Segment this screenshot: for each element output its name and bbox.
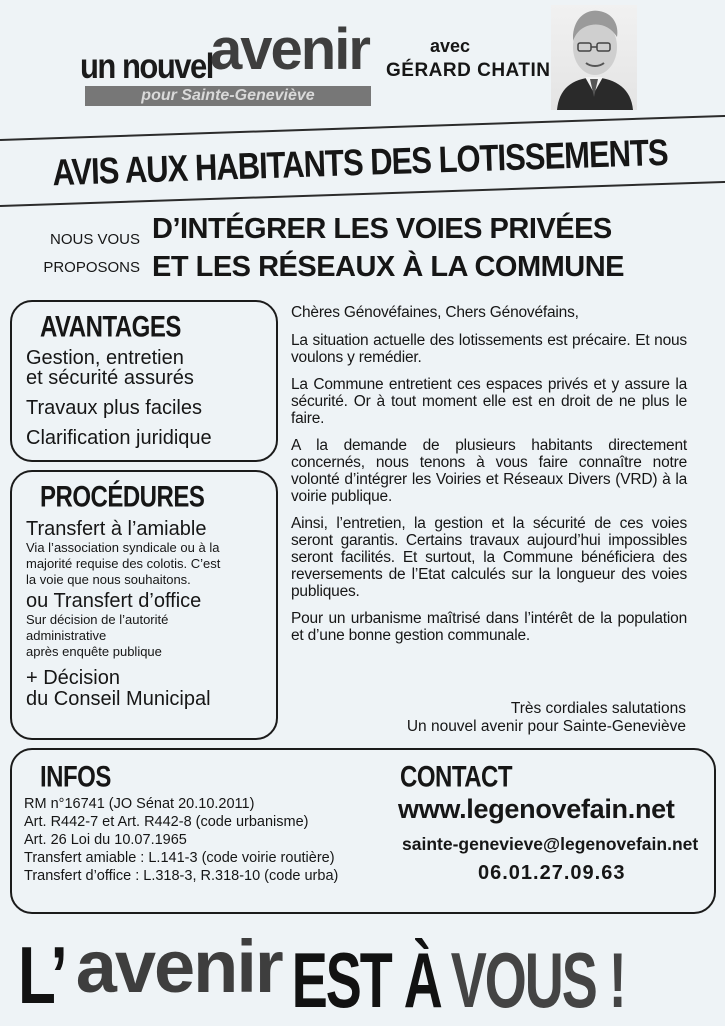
slogan bbox=[18, 925, 718, 1025]
decision-line-2: du Conseil Municipal bbox=[26, 688, 211, 710]
candidate-name: GÉRARD CHATIN bbox=[386, 60, 551, 81]
office-line: après enquête publique bbox=[26, 644, 162, 659]
advantage-item: et sécurité assurés bbox=[26, 367, 194, 389]
amiable-line: majorité requise des colotis. C’est bbox=[26, 556, 221, 571]
proposal-lead-line-2: PROPOSONS bbox=[43, 259, 140, 276]
letter-salutation: Chères Génovéfaines, Chers Génovéfains, bbox=[291, 304, 579, 321]
decision-line-1: + Décision bbox=[26, 667, 120, 689]
proposal-main-line-1: D’INTÉGRER LES VOIES PRIVÉES bbox=[152, 213, 612, 245]
amiable-line: Via l’association syndicale ou à la bbox=[26, 540, 220, 555]
letter-paragraph: A la demande de plusieurs habitants directement concernés, nous tenons à vous faire connaître notre volonté d’intégrer les Voiries et Réseaux Divers (VRD) à la voirie publique. bbox=[291, 437, 687, 505]
closing-line-1: Très cordiales salutations bbox=[510, 700, 686, 717]
proposal-main bbox=[152, 210, 624, 286]
advantage-item: Gestion, entretien bbox=[26, 347, 184, 369]
advantage-item: Travaux plus faciles bbox=[26, 397, 202, 419]
infos-line: Art. R442-7 et Art. R442-8 (code urbanisme) bbox=[24, 814, 309, 830]
portrait-icon bbox=[551, 5, 637, 110]
avec-label: avec bbox=[430, 36, 471, 56]
letter-paragraph: La situation actuelle des lotissements est précaire. Et nous voulons y remédier. bbox=[291, 332, 687, 366]
advantage-item: Clarification juridique bbox=[26, 427, 212, 449]
infos-line: Transfert d’office : L.318-3, R.318-10 (code urba) bbox=[24, 868, 339, 884]
letter-paragraph: Pour un urbanisme maîtrisé dans l’intérêt de la population et d’une bonne gestion communale. bbox=[291, 610, 687, 644]
slogan-part-1: L’ bbox=[18, 931, 66, 1021]
infos-title: INFOS bbox=[40, 760, 111, 794]
contact-phone: 06.01.27.09.63 bbox=[478, 862, 626, 884]
logo-big-text: avenir bbox=[210, 17, 369, 82]
office-line: administrative bbox=[26, 628, 107, 643]
proposal-lead bbox=[34, 226, 140, 282]
contact-email-link[interactable]: sainte-genevieve@legenovefain.net bbox=[402, 834, 699, 854]
letter-paragraph: Ainsi, l’entretien, la gestion et la sécurité de ces voies seront garantis. Certains travaux aujourd’hui impossibles seront facilités. Et surtout, la Commune bénéficiera des reversements de l’Etat calculés sur la longueur des voies publiques. bbox=[291, 515, 687, 600]
letter-paragraph: La Commune entretient ces espaces privés et y assure la sécurité. Or à tout moment elle est en droit de ne plus le faire. bbox=[291, 376, 687, 427]
letter-body bbox=[291, 304, 687, 654]
closing-line-2: Un nouvel avenir pour Sainte-Geneviève bbox=[406, 718, 686, 735]
headline: AVIS AUX HABITANTS DES LOTISSEMENTS bbox=[51, 131, 669, 194]
infos-line: Art. 26 Loi du 10.07.1965 bbox=[24, 832, 187, 848]
candidate-photo bbox=[551, 5, 637, 110]
procedures-content bbox=[26, 518, 276, 710]
amiable-title: Transfert à l’amiable bbox=[26, 518, 207, 540]
slogan-part-3: EST À bbox=[291, 937, 441, 1025]
logo-small-text: un nouvel bbox=[80, 46, 213, 87]
office-title: ou Transfert d’office bbox=[26, 590, 202, 612]
advantages-box bbox=[10, 300, 278, 462]
logo-band: pour Sainte-Geneviève bbox=[85, 86, 371, 106]
procedures-title: PROCÉDURES bbox=[40, 480, 205, 514]
slogan-part-4: VOUS ! bbox=[450, 937, 625, 1025]
proposal-main-line-2: ET LES RÉSEAUX À LA COMMUNE bbox=[152, 251, 625, 283]
office-line: Sur décision de l’autorité bbox=[26, 612, 169, 627]
infos-contact-box bbox=[10, 748, 716, 914]
infos-line: RM n°16741 (JO Sénat 20.10.2011) bbox=[24, 796, 255, 812]
procedures-box bbox=[10, 470, 278, 740]
advantages-list bbox=[26, 348, 212, 450]
infos-line: Transfert amiable : L.141-3 (code voirie routière) bbox=[24, 850, 335, 866]
infos-list bbox=[24, 795, 338, 885]
campaign-logo bbox=[80, 4, 380, 104]
contact-title: CONTACT bbox=[400, 760, 513, 794]
amiable-line: la voie que nous souhaitons. bbox=[26, 572, 191, 587]
letter-closing bbox=[360, 700, 686, 736]
slogan-part-2: avenir bbox=[75, 925, 282, 1008]
proposal-lead-line-1: NOUS VOUS bbox=[49, 231, 140, 248]
advantages-title: AVANTAGES bbox=[40, 310, 181, 344]
contact-website-link[interactable]: www.legenovefain.net bbox=[398, 794, 675, 824]
